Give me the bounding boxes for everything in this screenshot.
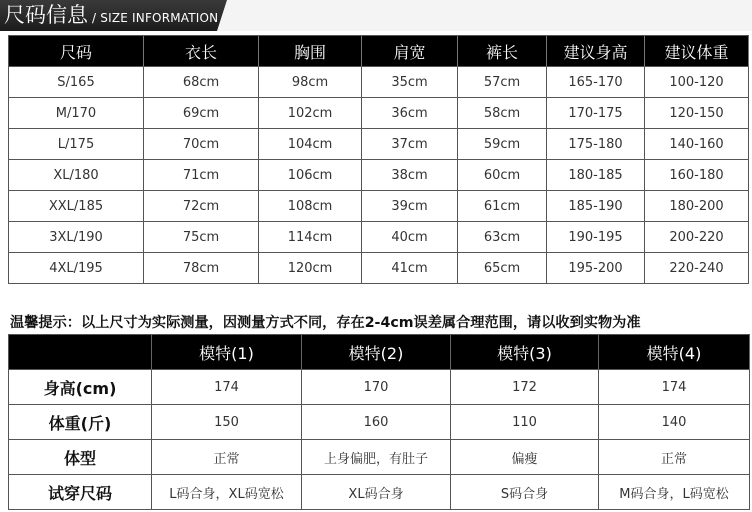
size-cell: 36cm (362, 98, 458, 129)
banner-light-band (217, 0, 752, 31)
size-cell: 35cm (362, 67, 458, 98)
model-cell: L码合身，XL码宽松 (152, 475, 302, 510)
size-cell: 190-195 (547, 222, 645, 253)
model-cell: 110 (451, 405, 599, 440)
model-column-header: 模特(2) (302, 335, 451, 370)
model-row (9, 440, 750, 475)
page-subtitle: / SIZE INFORMATION (92, 11, 219, 25)
size-row (9, 160, 749, 191)
model-column-header: 模特(3) (451, 335, 599, 370)
model-cell: XL码合身 (302, 475, 451, 510)
size-cell: 39cm (362, 191, 458, 222)
model-row-label: 身高(cm) (9, 370, 152, 405)
model-column-header: 模特(1) (152, 335, 302, 370)
model-cell: 正常 (152, 440, 302, 475)
size-cell: 102cm (259, 98, 362, 129)
size-cell: 106cm (259, 160, 362, 191)
model-table-body (9, 370, 750, 510)
model-cell: 上身偏肥，有肚子 (302, 440, 451, 475)
size-cell: 38cm (362, 160, 458, 191)
size-cell: 70cm (144, 129, 259, 160)
size-column-header: 衣长 (144, 36, 259, 67)
size-cell: 58cm (458, 98, 547, 129)
size-cell: 75cm (144, 222, 259, 253)
model-cell: 偏瘦 (451, 440, 599, 475)
size-cell: 220-240 (645, 253, 749, 284)
size-cell: 98cm (259, 67, 362, 98)
size-cell: 180-185 (547, 160, 645, 191)
page-title: 尺码信息 (4, 3, 88, 27)
model-cell: M码合身，L码宽松 (599, 475, 750, 510)
model-header-row (9, 335, 750, 370)
size-cell: 100-120 (645, 67, 749, 98)
size-cell: 165-170 (547, 67, 645, 98)
size-cell: 104cm (259, 129, 362, 160)
size-cell: 114cm (259, 222, 362, 253)
size-column-header: 建议身高 (547, 36, 645, 67)
size-table-header (9, 36, 749, 67)
size-cell: 63cm (458, 222, 547, 253)
model-row (9, 475, 750, 510)
size-cell: 40cm (362, 222, 458, 253)
size-table-body (9, 67, 749, 284)
model-table-header (9, 335, 750, 370)
size-cell: 200-220 (645, 222, 749, 253)
size-cell: 41cm (362, 253, 458, 284)
size-cell: 57cm (458, 67, 547, 98)
size-row-label: L/175 (9, 129, 144, 160)
size-cell: 140-160 (645, 129, 749, 160)
size-cell: 120cm (259, 253, 362, 284)
size-cell: 68cm (144, 67, 259, 98)
model-cell: 正常 (599, 440, 750, 475)
model-row (9, 405, 750, 440)
size-notice: 温馨提示：以上尺寸为实际测量，因测量方式不同，存在2-4cm误差属合理范围，请以收到实物为准 (10, 315, 641, 331)
size-column-header: 胸围 (259, 36, 362, 67)
size-row (9, 129, 749, 160)
model-cell: S码合身 (451, 475, 599, 510)
size-cell: 69cm (144, 98, 259, 129)
header-banner (0, 0, 752, 31)
size-header-row (9, 36, 749, 67)
size-row (9, 98, 749, 129)
size-column-header: 建议体重 (645, 36, 749, 67)
model-row-label: 体重(斤) (9, 405, 152, 440)
model-column-header (9, 335, 152, 370)
size-cell: 59cm (458, 129, 547, 160)
size-row-label: S/165 (9, 67, 144, 98)
size-cell: 170-175 (547, 98, 645, 129)
size-row (9, 253, 749, 284)
model-cell: 170 (302, 370, 451, 405)
size-row-label: 4XL/195 (9, 253, 144, 284)
size-cell: 71cm (144, 160, 259, 191)
model-cell: 140 (599, 405, 750, 440)
size-cell: 185-190 (547, 191, 645, 222)
size-cell: 160-180 (645, 160, 749, 191)
size-row (9, 191, 749, 222)
model-column-header: 模特(4) (599, 335, 750, 370)
model-cell: 174 (599, 370, 750, 405)
model-row (9, 370, 750, 405)
model-row-label: 体型 (9, 440, 152, 475)
model-cell: 174 (152, 370, 302, 405)
size-column-header: 尺码 (9, 36, 144, 67)
size-cell: 180-200 (645, 191, 749, 222)
size-cell: 78cm (144, 253, 259, 284)
size-row-label: XXL/185 (9, 191, 144, 222)
model-table (8, 334, 750, 510)
size-cell: 120-150 (645, 98, 749, 129)
size-cell: 72cm (144, 191, 259, 222)
size-column-header: 裤长 (458, 36, 547, 67)
size-table (8, 35, 749, 284)
size-cell: 108cm (259, 191, 362, 222)
size-cell: 65cm (458, 253, 547, 284)
size-row-label: 3XL/190 (9, 222, 144, 253)
size-cell: 37cm (362, 129, 458, 160)
size-row-label: XL/180 (9, 160, 144, 191)
size-cell: 175-180 (547, 129, 645, 160)
model-cell: 150 (152, 405, 302, 440)
size-row (9, 222, 749, 253)
size-cell: 195-200 (547, 253, 645, 284)
size-cell: 60cm (458, 160, 547, 191)
model-row-label: 试穿尺码 (9, 475, 152, 510)
size-column-header: 肩宽 (362, 36, 458, 67)
size-row (9, 67, 749, 98)
size-cell: 61cm (458, 191, 547, 222)
size-row-label: M/170 (9, 98, 144, 129)
model-cell: 172 (451, 370, 599, 405)
model-cell: 160 (302, 405, 451, 440)
